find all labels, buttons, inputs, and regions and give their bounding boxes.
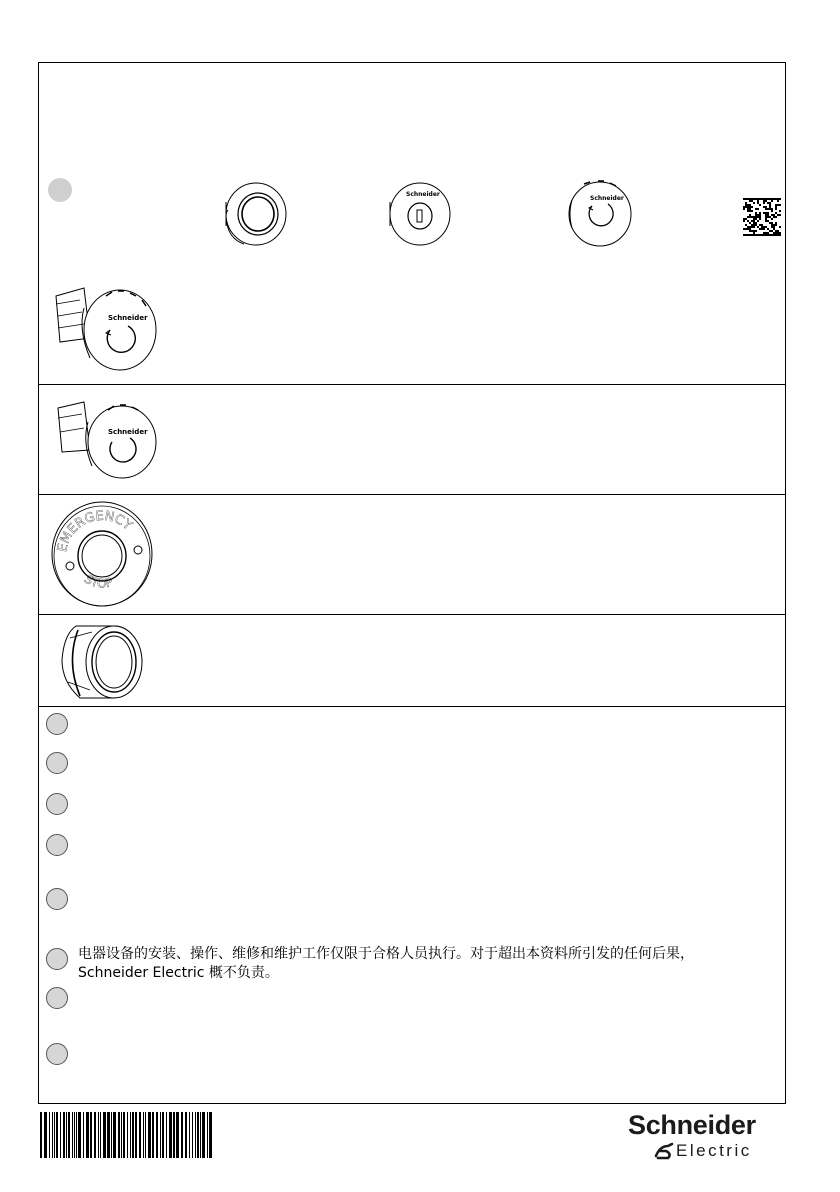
logo-emblem-icon: [654, 1142, 674, 1160]
language-badge: [46, 888, 68, 910]
section-divider: [38, 614, 786, 615]
svg-text:Schneider: Schneider: [108, 314, 148, 322]
emergency-stop-ring-illustration: [50, 500, 154, 608]
language-badge: [46, 752, 68, 774]
language-badge: [46, 793, 68, 815]
logo-sub: Electric: [676, 1141, 752, 1160]
mushroom-button-side-illustration-1: [50, 278, 162, 378]
svg-text:Schneider: Schneider: [108, 428, 148, 436]
barcode: [40, 1112, 212, 1158]
push-button-key-illustration: [382, 180, 452, 248]
svg-text:Schneider: Schneider: [590, 195, 624, 202]
section-divider: [38, 706, 786, 707]
safety-notice-line-1: 电器设备的安装、操作、维修和维护工作仅限于合格人员执行。对于超出本资料所引发的任何后果，: [78, 946, 694, 962]
push-button-plain-illustration: [218, 180, 288, 248]
head-brand-text: Schneider: [406, 191, 440, 198]
safety-notice-zh: [78, 945, 694, 983]
language-badge: [46, 713, 68, 735]
language-badge: [46, 1043, 68, 1065]
logo-brand: Schneider: [628, 1110, 756, 1140]
qr-code: [743, 198, 781, 236]
section-divider: [38, 494, 786, 495]
language-badge: [46, 987, 68, 1009]
section-badge: [48, 178, 72, 202]
bezel-ring-illustration: [56, 622, 148, 700]
language-badge: [46, 834, 68, 856]
mushroom-head-illustration: [562, 178, 634, 248]
safety-notice-line-2: Schneider Electric 概不负责。: [78, 965, 279, 981]
schneider-electric-logo: [626, 1112, 788, 1160]
mushroom-button-side-illustration-2: [50, 392, 162, 484]
ring-text-top: EMERGENCY: [55, 508, 135, 554]
ring-text-bottom: STOP: [81, 571, 115, 591]
section-divider: [38, 384, 786, 385]
language-badge-zh: [46, 948, 68, 970]
